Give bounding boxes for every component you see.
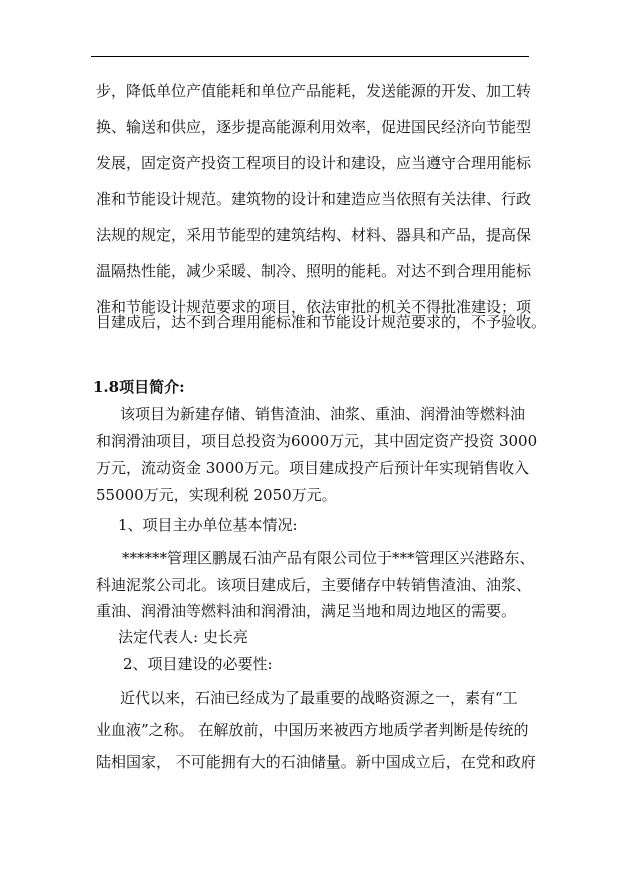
text-line: 发展，固定资产投资工程项目的设计和建设，应当遵守合理用能标 bbox=[96, 154, 532, 172]
text-line: 该项目为新建存储、销售渣油、油浆、重油、润滑油等燃料油 bbox=[120, 405, 526, 423]
text-line: 法规的规定，采用节能型的建筑结构、材料、器具和产品，提高保 bbox=[96, 226, 532, 244]
subsection-title: 1、项目主办单位基本情况: bbox=[118, 516, 298, 534]
subsection-title: 2、项目建设的必要性: bbox=[123, 655, 273, 673]
text-line: 重油、润滑油等燃料油和润滑油，满足当地和周边地区的需要。 bbox=[96, 602, 517, 620]
text-line: 步，降低单位产值能耗和单位产品能耗，发送能源的开发、加工转 bbox=[96, 82, 532, 100]
text-line: 万元，流动资金 3000万元。项目建成投产后预计年实现销售收入 bbox=[96, 459, 529, 477]
text-line: ******管理区鹏晟石油产品有限公司位于***管理区兴港路东、 bbox=[122, 549, 535, 567]
text-line: 目建成后，达不到合理用能标准和节能设计规范要求的，不予验收。 bbox=[96, 313, 547, 331]
legal-representative: 法定代表人: 史长亮 bbox=[118, 628, 248, 646]
text-line: 近代以来，石油已经成为了最重要的战略资源之一，素有“工 bbox=[120, 689, 518, 707]
text-line: 55000万元，实现利税 2050万元。 bbox=[96, 486, 337, 504]
text-line: 温隔热性能，减少采暖、制冷、照明的能耗。对达不到合理用能标 bbox=[96, 262, 532, 280]
text-line: 业血液”之称。 在解放前，中国历来被西方地质学者判断是传统的 bbox=[96, 721, 529, 739]
text-line: 准和节能设计规范。建筑物的设计和建造应当依照有关法律、行政 bbox=[96, 190, 532, 208]
text-line: 陆相国家， 不可能拥有大的石油储量。新中国成立后，在党和政府 bbox=[96, 753, 536, 771]
section-heading: 1.8项目简介: bbox=[93, 378, 185, 396]
header-rule bbox=[91, 56, 529, 57]
text-line: 科迪泥浆公司北。该项目建成后，主要储存中转销售渣油、油浆、 bbox=[96, 576, 532, 594]
text-line: 和润滑油项目，项目总投资为6000万元，其中固定资产投资 3000 bbox=[96, 432, 538, 450]
text-line: 准和节能设计规范要求的项目，依法审批的机关不得批准建设；项 bbox=[96, 298, 532, 316]
text-line: 换、输送和供应，逐步提高能源利用效率，促进国民经济向节能型 bbox=[96, 118, 532, 136]
